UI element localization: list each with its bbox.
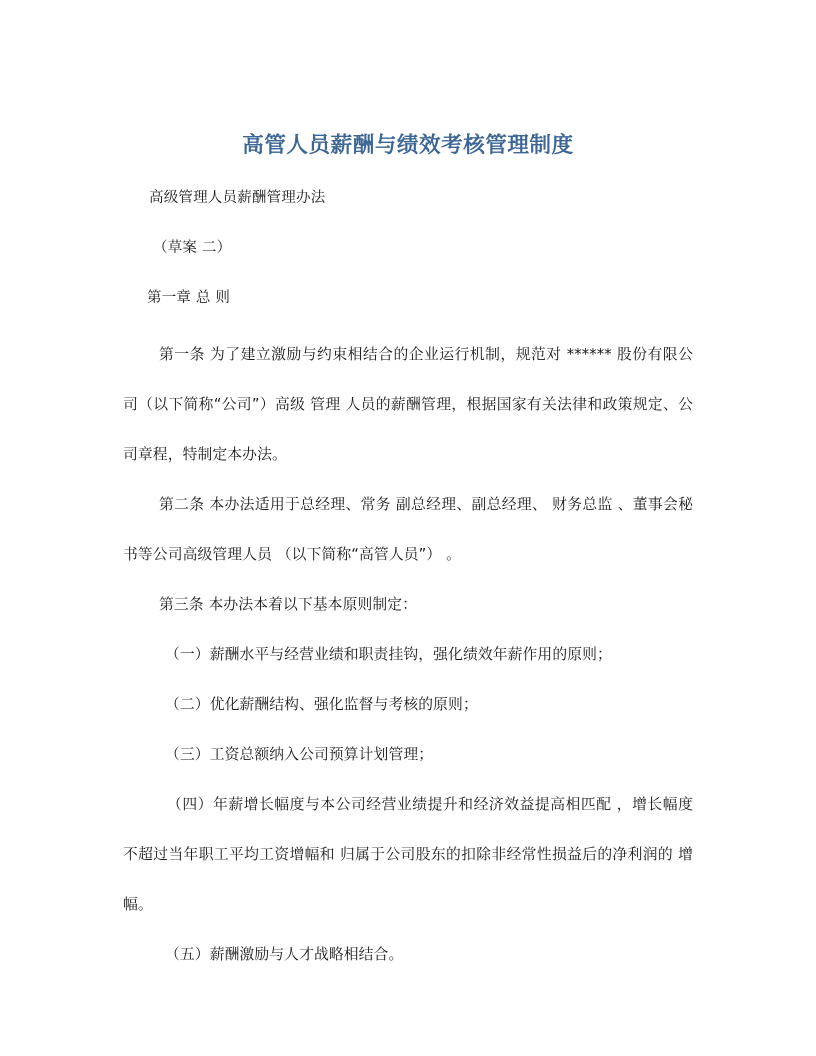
principle-item-2: （二）优化薪酬结构、强化监督与考核的原则； (165, 696, 478, 713)
draft-version-marker: （草案 二） (153, 240, 232, 256)
chapter-heading-1: 第一章 总 则 (147, 290, 231, 306)
page-title: 高管人员薪酬与绩效考核管理制度 (242, 133, 574, 158)
principle-item-4: （四）年薪增长幅度与本公司经营业绩提升和经济效益提高相匹配 ，增长幅度不超过当年职工平均工资增幅和 归属于公司股东的扣除非经常性损益后的净利润的 增幅。 (123, 796, 693, 913)
principle-item-3: （三）工资总额纳入公司预算计划管理； (165, 746, 434, 763)
article-2-paragraph: 第二条 本办法适用于总经理、常务 副总经理、副总经理、 财务总监 、董事会秘书等公司高级管理人员 （以下简称“高管人员”） 。 (123, 496, 693, 563)
document-subtitle: 高级管理人员薪酬管理办法 (149, 190, 326, 206)
principle-item-5: （五）薪酬激励与人才战略相结合。 (165, 946, 404, 963)
article-1-paragraph: 第一条 为了建立激励与约束相结合的企业运行机制，规范对 ****** 股份有限公司（以下简称“公司”）高级 管理 人员的薪酬管理，根据国家有关法律和政策规定、公司章程，特制定本办法。 (123, 346, 693, 463)
article-3-paragraph: 第三条 本办法本着以下基本原则制定： (159, 596, 418, 613)
principle-item-1: （一）薪酬水平与经营业绩和职责挂钩，强化绩效年薪作用的原则； (165, 646, 612, 663)
document-body (123, 0, 693, 980)
